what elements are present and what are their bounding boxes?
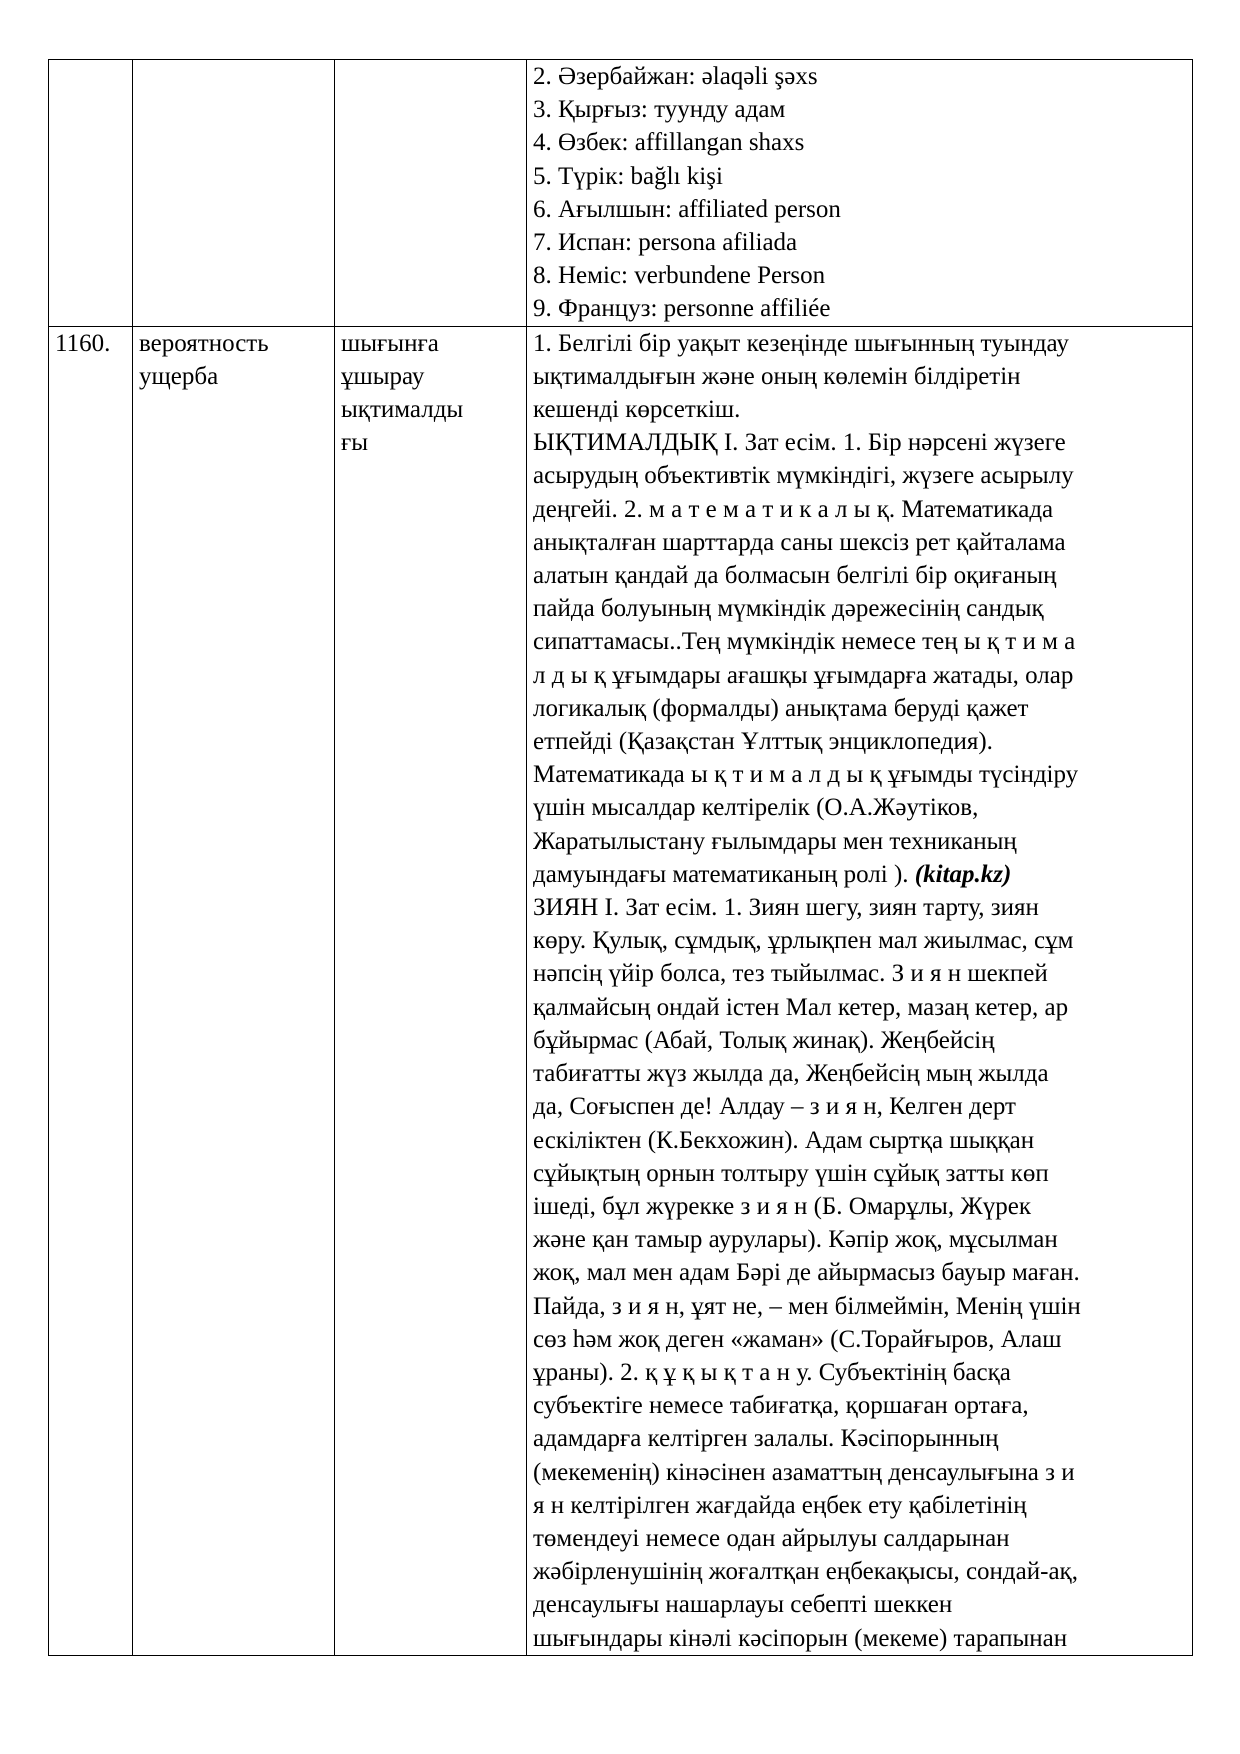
definition-line: (мекеменің) кінәсінен азаматтың денсаулығына з и: [533, 1458, 1075, 1486]
term-ru-line: вероятность: [139, 329, 269, 357]
definition-line: денсаулығы нашарлауы себепті шеккен: [533, 1591, 953, 1619]
definition-line: және қан тамыр аурулары). Кәпір жоқ, мұсылман: [533, 1226, 1058, 1254]
glossary-table: [48, 59, 1193, 1656]
term-ru-cell: [133, 60, 335, 327]
table-row: [49, 60, 1193, 327]
definition-line: ЗИЯН I. Зат есім. 1. Зиян шегу, зиян тарту, зиян: [533, 894, 1039, 922]
term-ru-cell: [133, 326, 335, 1655]
definition-line: субъектіге немесе табиғатқа, қоршаған ортаға,: [533, 1392, 1029, 1420]
translation-line: 5. Түрік: bağlı kişi: [533, 162, 723, 190]
definition-line-with-source: [533, 858, 1186, 891]
definition-line: бұйырмас (Абай, Толық жинақ). Жеңбейсің: [533, 1026, 995, 1054]
definition-line: етпейді (Қазақстан Ұлттық энциклопедия).: [533, 728, 993, 756]
translation-line: 4. Өзбек: affillangan shaxs: [533, 129, 805, 157]
translation-line: 8. Неміс: verbundene Person: [533, 262, 826, 290]
definition-line: төмендеуі немесе одан айрылуы салдарынан: [533, 1524, 1010, 1552]
definition-line: Жаратылыстану ғылымдары мен техниканың: [533, 827, 1017, 855]
definition-line: анықталған шарттарда саны шексіз рет қайталама: [533, 528, 1066, 556]
definition-line: я н келтірілген жағдайда еңбек ету қабілетінің: [533, 1491, 1027, 1519]
definition-line: л д ы қ ұғымдары ағашқы ұғымдарға жатады, олар: [533, 661, 1074, 689]
definition-line: сұйықтың орнын толтыру үшін сұйық затты көп: [533, 1159, 1049, 1187]
definition-line: 1. Белгілі бір уақыт кезеңінде шығынның туындау: [533, 329, 1069, 357]
term-kz-line: ғы: [341, 429, 369, 457]
translation-line: 7. Испан: persona afiliada: [533, 229, 798, 257]
term-kz-cell: [335, 326, 527, 1655]
translation-line: 2. Әзербайжан: əlaqəli şəxs: [533, 63, 818, 90]
term-kz-line: шығынға: [341, 329, 439, 357]
definition-line: үшін мысалдар келтірелік (О.А.Жәутіков,: [533, 794, 979, 822]
definition-line: да, Соғыспен де! Алдау – з и я н, Келген дерт: [533, 1093, 1016, 1121]
definition-line: нәпсің үйір болса, тез тыйылмас. З и я н шекпей: [533, 960, 1048, 988]
translations-cell: [527, 60, 1193, 327]
definition-line: жоқ, мал мен адам Бәрі де айырмасыз бауыр маған.: [533, 1259, 1080, 1287]
definition-line-text: дамуындағы математиканың ролі ).: [533, 860, 915, 888]
definition-line: логикалық (формалды) анықтама беруді қажет: [533, 694, 1029, 722]
definition-line: ықтималдығын және оның көлемін білдіретін: [533, 362, 1021, 390]
entry-number-cell: [49, 326, 133, 1655]
definition-line: табиғатты жүз жылда да, Жеңбейсің мың жылда: [533, 1060, 1049, 1088]
definition-line: шығындары кінәлі кәсіпорын (мекеме) тарапынан: [533, 1624, 1068, 1652]
definition-line: ЫҚТИМАЛДЫҚ I. Зат есім. 1. Бір нәрсені жүзеге: [533, 429, 1066, 457]
translation-line: 3. Қырғыз: туунду адам: [533, 96, 786, 124]
definition-line: асырудың объективтік мүмкіндігі, жүзеге асырылу: [533, 462, 1074, 490]
definition-line: Пайда, з и я н, ұят не, – мен білмеймін, Менің үшін: [533, 1292, 1081, 1320]
definition-line: ұраны). 2. қ ұ қ ы қ т а н у. Субъектінің басқа: [533, 1358, 1011, 1386]
definition-line: көру. Қулық, сұмдық, ұрлықпен мал жиылмас, сұм: [533, 927, 1074, 955]
definition-line: адамдарға келтірген залалы. Кәсіпорынның: [533, 1425, 999, 1453]
term-kz-line: ықтималды: [341, 396, 464, 424]
definition-line: сипаттамасы..Тең мүмкіндік немесе тең ы қ т и м а: [533, 628, 1076, 656]
definition-line: кешенді көрсеткіш.: [533, 396, 741, 424]
entry-number-cell: [49, 60, 133, 327]
definition-cell: [527, 326, 1193, 1655]
term-kz-line: ұшырау: [341, 362, 425, 390]
definition-line: ішеді, бұл жүрекке з и я н (Б. Омарұлы, Жүрек: [533, 1192, 1031, 1220]
translation-line: 6. Ағылшын: affiliated person: [533, 195, 841, 223]
definition-line: деңгейі. 2. м а т е м а т и к а л ы қ. Математикада: [533, 495, 1054, 523]
definition-line: сөз һәм жоқ деген «жаман» (С.Торайғыров, Алаш: [533, 1325, 1062, 1353]
definition-line: жәбірленушінің жоғалтқан еңбекақысы, сондай-ақ,: [533, 1558, 1078, 1586]
term-kz-cell: [335, 60, 527, 327]
term-ru-line: ущерба: [139, 362, 219, 390]
definition-line: пайда болуының мүмкіндік дәрежесінің сандық: [533, 595, 1044, 623]
translation-line: 9. Француз: personne affiliée: [533, 295, 831, 323]
definition-line: Математикада ы қ т и м а л д ы қ ұғымды түсіндіру: [533, 761, 1079, 789]
definition-line: алатын қандай да болмасын белгілі бір оқиғаның: [533, 562, 1057, 590]
definition-line: қалмайсың ондай істен Мал кетер, мазаң кетер, ар: [533, 993, 1069, 1021]
entry-number: 1160.: [55, 329, 111, 357]
source-label: (kitap.kz): [914, 860, 1012, 888]
table-row: [49, 326, 1193, 1655]
definition-line: ескіліктен (К.Бекхожин). Адам сыртқа шыққан: [533, 1126, 1035, 1154]
